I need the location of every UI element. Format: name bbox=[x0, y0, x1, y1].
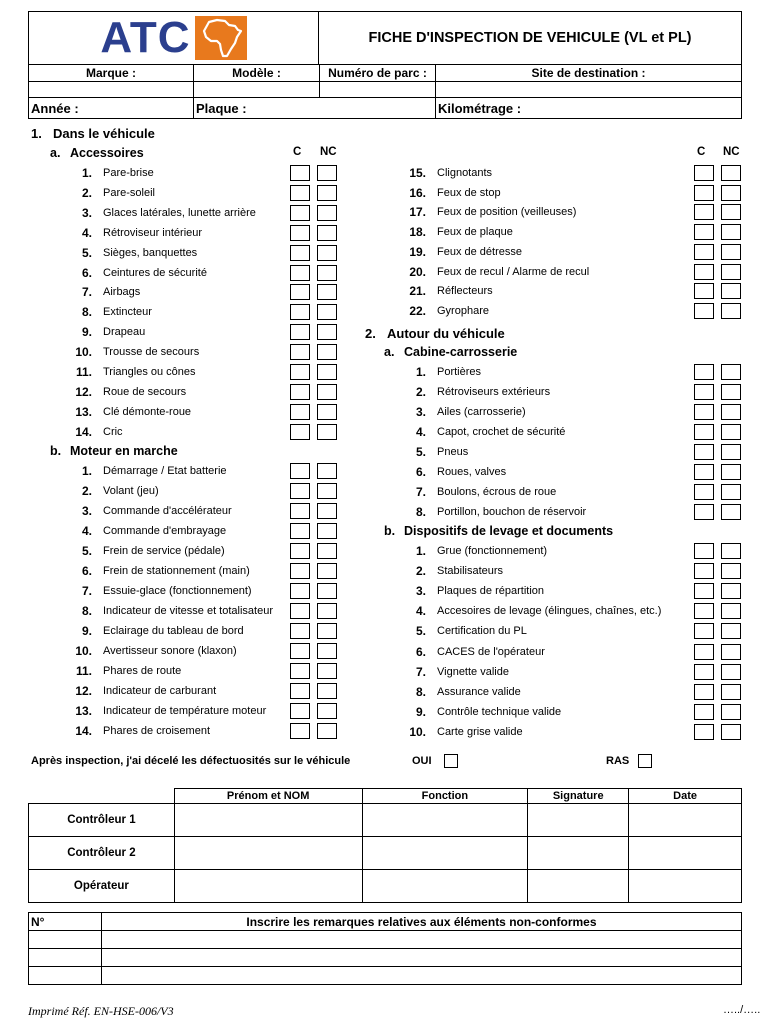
remark-field[interactable] bbox=[101, 931, 741, 949]
item-label: Ceintures de sécurité bbox=[103, 266, 207, 279]
carrosserie-7-c-checkbox[interactable] bbox=[694, 484, 714, 500]
column-c-left: C bbox=[293, 146, 302, 158]
moteur-13-c-checkbox[interactable] bbox=[290, 703, 310, 719]
item-label: Frein de service (pédale) bbox=[103, 545, 225, 557]
controleur-2-date-field[interactable] bbox=[629, 837, 742, 870]
moteur-4-nc-checkbox[interactable] bbox=[317, 523, 337, 539]
moteur-6-nc-checkbox[interactable] bbox=[317, 563, 337, 579]
controleur-1-date-field[interactable] bbox=[629, 804, 742, 837]
controleur-1-nom-field[interactable] bbox=[174, 804, 362, 837]
item-number: 15. bbox=[409, 166, 426, 180]
controleur-2-nom-field[interactable] bbox=[174, 837, 362, 870]
controleur-2-signature-field[interactable] bbox=[528, 837, 629, 870]
moteur-9-c-checkbox[interactable] bbox=[290, 623, 310, 639]
item-label: Frein de stationnement (main) bbox=[103, 565, 250, 577]
accessoire-18-c-checkbox[interactable] bbox=[694, 224, 714, 240]
accessoire-1-nc-checkbox[interactable] bbox=[317, 165, 337, 181]
item-number: 10. bbox=[75, 345, 92, 360]
atc-logo bbox=[29, 12, 319, 64]
item-label: Drapeau bbox=[103, 326, 146, 339]
remark-field[interactable] bbox=[101, 967, 741, 985]
item-number: 17. bbox=[409, 205, 426, 220]
item-number: 2. bbox=[81, 484, 92, 498]
section-2b-letter: b. bbox=[384, 524, 396, 538]
accessoire-3-nc-checkbox[interactable] bbox=[317, 205, 337, 221]
accessoire-1-c-checkbox[interactable] bbox=[290, 165, 310, 181]
accessoire-19-nc-checkbox[interactable] bbox=[721, 244, 741, 260]
accessoire-10-nc-checkbox[interactable] bbox=[317, 344, 337, 360]
item-label: Stabilisateurs bbox=[437, 565, 504, 578]
accessoire-2-nc-checkbox[interactable] bbox=[317, 185, 337, 201]
marque-field[interactable] bbox=[29, 82, 194, 97]
accessoire-8-nc-checkbox[interactable] bbox=[317, 304, 337, 320]
item-label: Feux de stop bbox=[437, 186, 501, 199]
moteur-8-c-checkbox[interactable] bbox=[290, 603, 310, 619]
accessoire-2-c-checkbox[interactable] bbox=[290, 185, 310, 201]
item-label: Essuie-glace (fonctionnement) bbox=[103, 585, 252, 597]
numero-parc-field[interactable] bbox=[320, 82, 436, 97]
accessoire-7-nc-checkbox[interactable] bbox=[317, 284, 337, 300]
moteur-14-c-checkbox[interactable] bbox=[290, 723, 310, 739]
accessoire-21-c-checkbox[interactable] bbox=[694, 283, 714, 299]
item-label: Sièges, banquettes bbox=[103, 246, 198, 259]
africa-map-icon bbox=[195, 16, 247, 60]
item-label: Trousse de secours bbox=[103, 346, 200, 359]
remark-n-field[interactable] bbox=[29, 967, 102, 985]
moteur-2-c-checkbox[interactable] bbox=[290, 483, 310, 499]
accessoire-17-c-checkbox[interactable] bbox=[694, 204, 714, 220]
item-label: Indicateur de carburant bbox=[103, 685, 217, 697]
item-number: 8. bbox=[81, 305, 92, 320]
section-1a-title: Accessoires bbox=[70, 146, 144, 160]
accessoire-11-c-checkbox[interactable] bbox=[290, 364, 310, 380]
item-label: Airbags bbox=[103, 286, 141, 299]
moteur-9-nc-checkbox[interactable] bbox=[317, 623, 337, 639]
accessoire-19-c-checkbox[interactable] bbox=[694, 244, 714, 260]
accessoire-10-c-checkbox[interactable] bbox=[290, 344, 310, 360]
moteur-6-c-checkbox[interactable] bbox=[290, 563, 310, 579]
form-reference: Imprimé Réf. EN-HSE-006/V3 bbox=[28, 1004, 174, 1018]
item-label: Roue de secours bbox=[103, 385, 187, 398]
item-number: 2. bbox=[81, 185, 92, 200]
item-label: Triangles ou cônes bbox=[103, 366, 196, 378]
controleur-2-fonction-field[interactable] bbox=[362, 837, 528, 870]
item-number: 6. bbox=[415, 644, 426, 659]
accessoire-20-nc-checkbox[interactable] bbox=[721, 264, 741, 280]
remarks-n-header: N° bbox=[29, 913, 102, 931]
item-number: 6. bbox=[81, 265, 92, 280]
accessoire-8-c-checkbox[interactable] bbox=[290, 304, 310, 320]
remark-n-field[interactable] bbox=[29, 931, 102, 949]
moteur-7-c-checkbox[interactable] bbox=[290, 583, 310, 599]
declaration-text: Après inspection, j'ai décelé les défectuosités sur le véhicule bbox=[31, 755, 351, 767]
kilometrage-field[interactable]: Kilométrage : bbox=[438, 100, 522, 116]
controleur-1-fonction-field[interactable] bbox=[362, 804, 528, 837]
operateur-nom-field[interactable] bbox=[174, 870, 362, 903]
item-number: 4. bbox=[415, 604, 426, 619]
item-number: 6. bbox=[415, 465, 426, 479]
levage-5-c-checkbox[interactable] bbox=[694, 623, 714, 639]
item-label: Plaques de répartition bbox=[437, 585, 545, 598]
levage-3-c-checkbox[interactable] bbox=[694, 583, 714, 599]
modele-label: Modèle : bbox=[194, 65, 320, 81]
accessoire-15-c-checkbox[interactable] bbox=[694, 165, 714, 181]
moteur-13-nc-checkbox[interactable] bbox=[317, 703, 337, 719]
item-label: Feux de plaque bbox=[437, 226, 513, 239]
site-destination-label: Site de destination : bbox=[531, 66, 646, 80]
site-destination-field[interactable] bbox=[436, 82, 741, 97]
item-number: 10. bbox=[409, 724, 426, 739]
item-number: 12. bbox=[75, 684, 92, 698]
item-number: 16. bbox=[409, 185, 426, 200]
carrosserie-6-nc-checkbox[interactable] bbox=[721, 464, 741, 480]
accessoire-7-c-checkbox[interactable] bbox=[290, 284, 310, 300]
moteur-2-nc-checkbox[interactable] bbox=[317, 483, 337, 499]
accessoire-16-c-checkbox[interactable] bbox=[694, 185, 714, 201]
controleur-1-signature-field[interactable] bbox=[528, 804, 629, 837]
levage-7-c-checkbox[interactable] bbox=[694, 664, 714, 680]
accessoire-20-c-checkbox[interactable] bbox=[694, 264, 714, 280]
accessoire-11-nc-checkbox[interactable] bbox=[317, 364, 337, 380]
remark-field[interactable] bbox=[101, 949, 741, 967]
carrosserie-7-nc-checkbox[interactable] bbox=[721, 484, 741, 500]
item-label: Vignette valide bbox=[437, 665, 509, 678]
levage-10-c-checkbox[interactable] bbox=[694, 724, 714, 740]
accessoire-4-c-checkbox[interactable] bbox=[290, 225, 310, 241]
section-1b-title: Moteur en marche bbox=[70, 444, 178, 458]
item-number: 4. bbox=[81, 225, 92, 240]
operateur-date-field[interactable] bbox=[629, 870, 742, 903]
item-number: 1. bbox=[415, 544, 426, 558]
levage-5-nc-checkbox[interactable] bbox=[721, 623, 741, 639]
item-number: 3. bbox=[81, 205, 92, 220]
item-label: Clé démonte-roue bbox=[103, 405, 192, 418]
item-number: 3. bbox=[415, 584, 426, 599]
levage-1-c-checkbox[interactable] bbox=[694, 543, 714, 559]
item-number: 3. bbox=[415, 405, 426, 419]
item-label: Démarrage / Etat batterie bbox=[103, 465, 227, 477]
section-2b-title: Dispositifs de levage et documents bbox=[404, 524, 614, 538]
item-number: 1. bbox=[415, 365, 426, 379]
levage-4-nc-checkbox[interactable] bbox=[721, 603, 741, 619]
item-number: 10. bbox=[75, 644, 92, 658]
marque-label: Marque : bbox=[29, 65, 194, 81]
row-operateur: Opérateur bbox=[29, 870, 175, 903]
item-number: 7. bbox=[81, 584, 92, 598]
moteur-5-c-checkbox[interactable] bbox=[290, 543, 310, 559]
item-number: 6. bbox=[81, 564, 92, 578]
moteur-1-c-checkbox[interactable] bbox=[290, 463, 310, 479]
levage-9-c-checkbox[interactable] bbox=[694, 704, 714, 720]
moteur-10-c-checkbox[interactable] bbox=[290, 643, 310, 659]
carrosserie-2-c-checkbox[interactable] bbox=[694, 384, 714, 400]
item-label: Certification du PL bbox=[437, 625, 527, 638]
moteur-12-c-checkbox[interactable] bbox=[290, 683, 310, 699]
accessoire-6-c-checkbox[interactable] bbox=[290, 265, 310, 281]
logo-text: ATC bbox=[100, 13, 191, 62]
item-number: 5. bbox=[81, 245, 92, 260]
item-label: Indicateur de température moteur bbox=[103, 705, 267, 717]
plaque-field[interactable]: Plaque : bbox=[194, 98, 436, 118]
column-nc-right: NC bbox=[723, 146, 740, 158]
moteur-12-nc-checkbox[interactable] bbox=[317, 683, 337, 699]
item-number: 4. bbox=[81, 524, 92, 538]
item-label: Avertisseur sonore (klaxon) bbox=[103, 645, 237, 657]
item-label: Contrôle technique valide bbox=[437, 705, 562, 718]
moteur-8-nc-checkbox[interactable] bbox=[317, 603, 337, 619]
accessoire-21-nc-checkbox[interactable] bbox=[721, 283, 741, 299]
item-label: Feux de position (veilleuses) bbox=[437, 206, 577, 219]
moteur-3-c-checkbox[interactable] bbox=[290, 503, 310, 519]
remarks-table bbox=[28, 912, 742, 985]
numero-parc-label: Numéro de parc : bbox=[320, 65, 436, 81]
item-label: Eclairage du tableau de bord bbox=[103, 625, 244, 637]
carrosserie-1-c-checkbox[interactable] bbox=[694, 364, 714, 380]
table-corner bbox=[29, 789, 175, 804]
levage-2-nc-checkbox[interactable] bbox=[721, 563, 741, 579]
item-number: 14. bbox=[75, 424, 92, 439]
item-label: Glaces latérales, lunette arrière bbox=[103, 206, 256, 219]
item-number: 14. bbox=[75, 724, 92, 738]
accessoire-16-nc-checkbox[interactable] bbox=[721, 185, 741, 201]
item-number: 11. bbox=[75, 664, 92, 678]
form-header bbox=[28, 11, 742, 119]
section-1a-letter: a. bbox=[50, 146, 61, 160]
operateur-signature-field[interactable] bbox=[528, 870, 629, 903]
item-number: 5. bbox=[415, 445, 426, 459]
accessoire-9-c-checkbox[interactable] bbox=[290, 324, 310, 340]
item-number: 12. bbox=[75, 384, 92, 399]
item-label: Volant (jeu) bbox=[103, 485, 159, 497]
item-label: Portières bbox=[437, 366, 482, 378]
accessoire-3-c-checkbox[interactable] bbox=[290, 205, 310, 221]
item-number: 1. bbox=[81, 464, 92, 478]
item-number: 3. bbox=[81, 504, 92, 518]
item-label: Gyrophare bbox=[437, 304, 489, 317]
moteur-7-nc-checkbox[interactable] bbox=[317, 583, 337, 599]
signature-table bbox=[28, 788, 742, 903]
header-fonction: Fonction bbox=[362, 789, 528, 804]
carrosserie-2-nc-checkbox[interactable] bbox=[721, 384, 741, 400]
header-prenom-nom: Prénom et NOM bbox=[174, 789, 362, 804]
item-label: Assurance valide bbox=[437, 685, 521, 698]
item-number: 9. bbox=[81, 325, 92, 340]
modele-field[interactable] bbox=[194, 82, 320, 97]
item-number: 13. bbox=[75, 404, 92, 419]
levage-8-nc-checkbox[interactable] bbox=[721, 684, 741, 700]
accessoire-14-c-checkbox[interactable] bbox=[290, 424, 310, 440]
row-controleur-1: Contrôleur 1 bbox=[29, 804, 175, 837]
accessoire-5-c-checkbox[interactable] bbox=[290, 245, 310, 261]
item-number: 8. bbox=[415, 684, 426, 699]
item-number: 4. bbox=[415, 425, 426, 439]
item-label: Ailes (carrosserie) bbox=[437, 406, 526, 418]
levage-8-c-checkbox[interactable] bbox=[694, 684, 714, 700]
section-1-title: Dans le véhicule bbox=[53, 126, 155, 141]
item-label: Pare-soleil bbox=[103, 186, 155, 199]
form-title: FICHE D'INSPECTION DE VEHICULE (VL et PL) bbox=[368, 30, 692, 46]
carrosserie-3-nc-checkbox[interactable] bbox=[721, 404, 741, 420]
item-label: CACES de l'opérateur bbox=[437, 645, 545, 658]
accessoire-12-c-checkbox[interactable] bbox=[290, 384, 310, 400]
carrosserie-6-c-checkbox[interactable] bbox=[694, 464, 714, 480]
item-number: 2. bbox=[415, 385, 426, 399]
accessoire-22-c-checkbox[interactable] bbox=[694, 303, 714, 319]
item-label: Commande d'accélérateur bbox=[103, 505, 232, 517]
item-number: 18. bbox=[409, 225, 426, 240]
item-number: 2. bbox=[415, 564, 426, 579]
carrosserie-5-nc-checkbox[interactable] bbox=[721, 444, 741, 460]
item-label: Boulons, écrous de roue bbox=[437, 486, 557, 498]
column-nc-left: NC bbox=[320, 146, 337, 158]
item-label: Clignotants bbox=[437, 167, 493, 179]
column-c-right: C bbox=[697, 146, 706, 158]
item-label: Roues, valves bbox=[437, 466, 507, 478]
item-number: 9. bbox=[415, 704, 426, 719]
accessoire-13-c-checkbox[interactable] bbox=[290, 404, 310, 420]
item-number: 22. bbox=[409, 303, 426, 318]
item-number: 8. bbox=[81, 604, 92, 618]
section-2a-letter: a. bbox=[384, 345, 395, 359]
item-label: Accesoires de levage (élingues, chaînes, etc.) bbox=[437, 605, 662, 618]
accessoire-12-nc-checkbox[interactable] bbox=[317, 384, 337, 400]
section-1-number: 1. bbox=[31, 126, 42, 141]
item-label: Pneus bbox=[437, 446, 469, 458]
item-number: 20. bbox=[409, 264, 426, 279]
item-number: 13. bbox=[75, 704, 92, 718]
section-2a-title: Cabine-carrosserie bbox=[404, 345, 518, 359]
accessoire-5-nc-checkbox[interactable] bbox=[317, 245, 337, 261]
item-label: Phares de croisement bbox=[103, 725, 210, 737]
item-label: Portillon, bouchon de réservoir bbox=[437, 506, 587, 518]
item-number: 7. bbox=[415, 485, 426, 499]
section-2-number: 2. bbox=[365, 326, 376, 341]
levage-9-nc-checkbox[interactable] bbox=[721, 704, 741, 720]
carrosserie-5-c-checkbox[interactable] bbox=[694, 444, 714, 460]
page-number: …../….. bbox=[723, 1004, 761, 1016]
item-label: Pare-brise bbox=[103, 167, 154, 179]
item-label: Grue (fonctionnement) bbox=[437, 545, 548, 557]
item-label: Commande d'embrayage bbox=[103, 525, 227, 537]
carrosserie-8-nc-checkbox[interactable] bbox=[721, 504, 741, 520]
item-label: Cric bbox=[103, 425, 123, 438]
item-label: Réflecteurs bbox=[437, 285, 493, 298]
remark-n-field[interactable] bbox=[29, 949, 102, 967]
item-number: 21. bbox=[409, 284, 426, 299]
item-label: Capot, crochet de sécurité bbox=[437, 426, 566, 438]
levage-4-c-checkbox[interactable] bbox=[694, 603, 714, 619]
carrosserie-4-c-checkbox[interactable] bbox=[694, 424, 714, 440]
accessoire-14-nc-checkbox[interactable] bbox=[317, 424, 337, 440]
accessoire-22-nc-checkbox[interactable] bbox=[721, 303, 741, 319]
accessoire-9-nc-checkbox[interactable] bbox=[317, 324, 337, 340]
accessoire-18-nc-checkbox[interactable] bbox=[721, 224, 741, 240]
item-number: 9. bbox=[81, 624, 92, 638]
moteur-14-nc-checkbox[interactable] bbox=[317, 723, 337, 739]
oui-label: OUI bbox=[412, 755, 432, 767]
levage-6-nc-checkbox[interactable] bbox=[721, 644, 741, 660]
remarks-header: Inscrire les remarques relatives aux éléments non-conformes bbox=[101, 913, 741, 931]
header-date: Date bbox=[629, 789, 742, 804]
levage-1-nc-checkbox[interactable] bbox=[721, 543, 741, 559]
levage-3-nc-checkbox[interactable] bbox=[721, 583, 741, 599]
item-label: Rétroviseurs extérieurs bbox=[437, 386, 551, 398]
carrosserie-3-c-checkbox[interactable] bbox=[694, 404, 714, 420]
item-label: Phares de route bbox=[103, 665, 182, 677]
operateur-fonction-field[interactable] bbox=[362, 870, 528, 903]
header-signature: Signature bbox=[528, 789, 629, 804]
moteur-10-nc-checkbox[interactable] bbox=[317, 643, 337, 659]
carrosserie-4-nc-checkbox[interactable] bbox=[721, 424, 741, 440]
item-number: 8. bbox=[415, 505, 426, 519]
item-number: 11. bbox=[75, 365, 92, 379]
levage-2-c-checkbox[interactable] bbox=[694, 563, 714, 579]
section-2-title: Autour du véhicule bbox=[387, 326, 505, 341]
moteur-4-c-checkbox[interactable] bbox=[290, 523, 310, 539]
accessoire-6-nc-checkbox[interactable] bbox=[317, 265, 337, 281]
moteur-11-nc-checkbox[interactable] bbox=[317, 663, 337, 679]
ras-label: RAS bbox=[606, 755, 630, 767]
item-number: 7. bbox=[415, 664, 426, 679]
item-number: 7. bbox=[81, 285, 92, 300]
moteur-11-c-checkbox[interactable] bbox=[290, 663, 310, 679]
levage-7-nc-checkbox[interactable] bbox=[721, 664, 741, 680]
item-label: Feux de recul / Alarme de recul bbox=[437, 265, 590, 278]
carrosserie-8-c-checkbox[interactable] bbox=[694, 504, 714, 520]
row-controleur-2: Contrôleur 2 bbox=[29, 837, 175, 870]
moteur-5-nc-checkbox[interactable] bbox=[317, 543, 337, 559]
moteur-1-nc-checkbox[interactable] bbox=[317, 463, 337, 479]
accessoire-4-nc-checkbox[interactable] bbox=[317, 225, 337, 241]
item-label: Carte grise valide bbox=[437, 725, 523, 738]
item-label: Feux de détresse bbox=[437, 245, 522, 258]
item-label: Extincteur bbox=[103, 306, 152, 319]
item-number: 5. bbox=[81, 544, 92, 558]
section-1b-letter: b. bbox=[50, 444, 62, 458]
item-number: 19. bbox=[409, 244, 426, 259]
item-label: Indicateur de vitesse et totalisateur bbox=[103, 605, 273, 617]
item-label: Rétroviseur intérieur bbox=[103, 226, 203, 239]
annee-field[interactable]: Année : bbox=[29, 98, 194, 118]
oui-checkbox[interactable] bbox=[444, 754, 458, 768]
moteur-3-nc-checkbox[interactable] bbox=[317, 503, 337, 519]
accessoire-17-nc-checkbox[interactable] bbox=[721, 204, 741, 220]
ras-checkbox[interactable] bbox=[638, 754, 652, 768]
accessoire-13-nc-checkbox[interactable] bbox=[317, 404, 337, 420]
item-number: 5. bbox=[415, 624, 426, 639]
accessoire-15-nc-checkbox[interactable] bbox=[721, 165, 741, 181]
carrosserie-1-nc-checkbox[interactable] bbox=[721, 364, 741, 380]
item-number: 1. bbox=[81, 166, 92, 180]
levage-10-nc-checkbox[interactable] bbox=[721, 724, 741, 740]
levage-6-c-checkbox[interactable] bbox=[694, 644, 714, 660]
